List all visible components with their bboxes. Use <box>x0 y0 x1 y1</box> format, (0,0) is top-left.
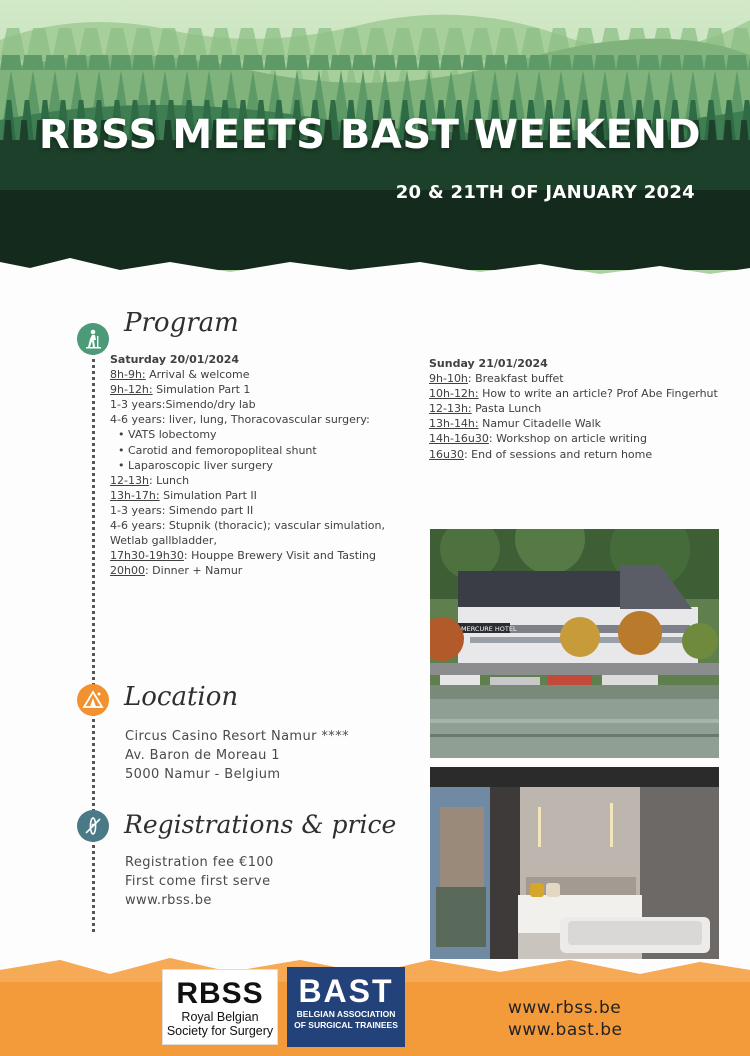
schedule-bullet: • Carotid and femoropopliteal shunt <box>110 443 420 458</box>
rbss-url-link[interactable]: www.rbss.be <box>508 998 622 1018</box>
hotel-sign-text: MERCURE HOTEL <box>461 625 517 633</box>
schedule-bullet: • VATS lobectomy <box>110 427 420 442</box>
registration-url[interactable]: www.rbss.be <box>125 893 212 908</box>
hotel-photo <box>430 529 719 758</box>
schedule-row: 14h-16u30: Workshop on article writing <box>429 432 647 446</box>
schedule-row: 13h-17h: Simulation Part II <box>110 488 257 502</box>
sunday-schedule <box>429 356 749 462</box>
schedule-row: 17h30-19h30: Houppe Brewery Visit and Tasting <box>110 549 377 563</box>
timeline-dotted-line <box>92 352 95 932</box>
schedule-row: 8h-9h: Arrival & welcome <box>110 368 250 382</box>
schedule-row: 9h-12h: Simulation Part 1 <box>110 383 251 397</box>
schedule-row: 13h-14h: Namur Citadelle Walk <box>429 417 602 431</box>
schedule-row: 16u30: End of sessions and return home <box>429 447 653 461</box>
event-title: RBSS MEETS BAST WEEKEND <box>38 112 702 158</box>
schedule-row: 4-6 years: Stupnik (thoracic); vascular simulation, <box>110 519 385 533</box>
bast-logo: BAST BELGIAN ASSOCIATION OF SURGICAL TRAINEES <box>287 967 405 1047</box>
registration-heading: Registrations & price <box>124 810 397 839</box>
schedule-row: 20h00: Dinner + Namur <box>110 564 243 578</box>
schedule-row: 9h-10h: Breakfast buffet <box>429 372 564 386</box>
schedule-row: 12-13h: Pasta Lunch <box>429 402 542 416</box>
schedule-row: 12-13h: Lunch <box>110 473 190 487</box>
schedule-bullet: • Laparoscopic liver surgery <box>110 458 420 473</box>
schedule-row: 10h-12h: How to write an article? Prof Abe Fingerhut <box>429 387 718 401</box>
schedule-row: 1-3 years: Simendo part II <box>110 503 254 517</box>
schedule-row: 4-6 years: liver, lung, Thoracovascular surgery: <box>110 413 370 427</box>
event-date: 20 & 21TH OF JANUARY 2024 <box>395 182 695 203</box>
kayak-icon <box>77 810 109 842</box>
footer-urls <box>508 997 622 1041</box>
location-address <box>125 727 349 784</box>
sunday-title: Sunday 21/01/2024 <box>429 357 548 370</box>
schedule-row: 1-3 years:Simendo/dry lab <box>110 398 256 412</box>
location-line: 5000 Namur - Belgium <box>125 767 281 782</box>
registration-fee: Registration fee €100 <box>125 855 274 870</box>
location-heading: Location <box>124 682 239 712</box>
schedule-row: Wetlab gallbladder, <box>110 534 217 548</box>
saturday-title: Saturday 20/01/2024 <box>110 353 240 366</box>
registration-info <box>125 853 274 910</box>
registration-note: First come first serve <box>125 874 271 889</box>
location-line: Av. Baron de Moreau 1 <box>125 748 280 763</box>
hiker-icon <box>77 323 109 355</box>
program-heading: Program <box>124 308 239 338</box>
location-line: Circus Casino Resort Namur **** <box>125 729 350 744</box>
rbss-logo: RBSS Royal Belgian Society for Surgery <box>162 969 278 1045</box>
bast-url-link[interactable]: www.bast.be <box>508 1020 623 1040</box>
tent-icon <box>77 684 109 716</box>
saturday-schedule <box>110 352 420 578</box>
